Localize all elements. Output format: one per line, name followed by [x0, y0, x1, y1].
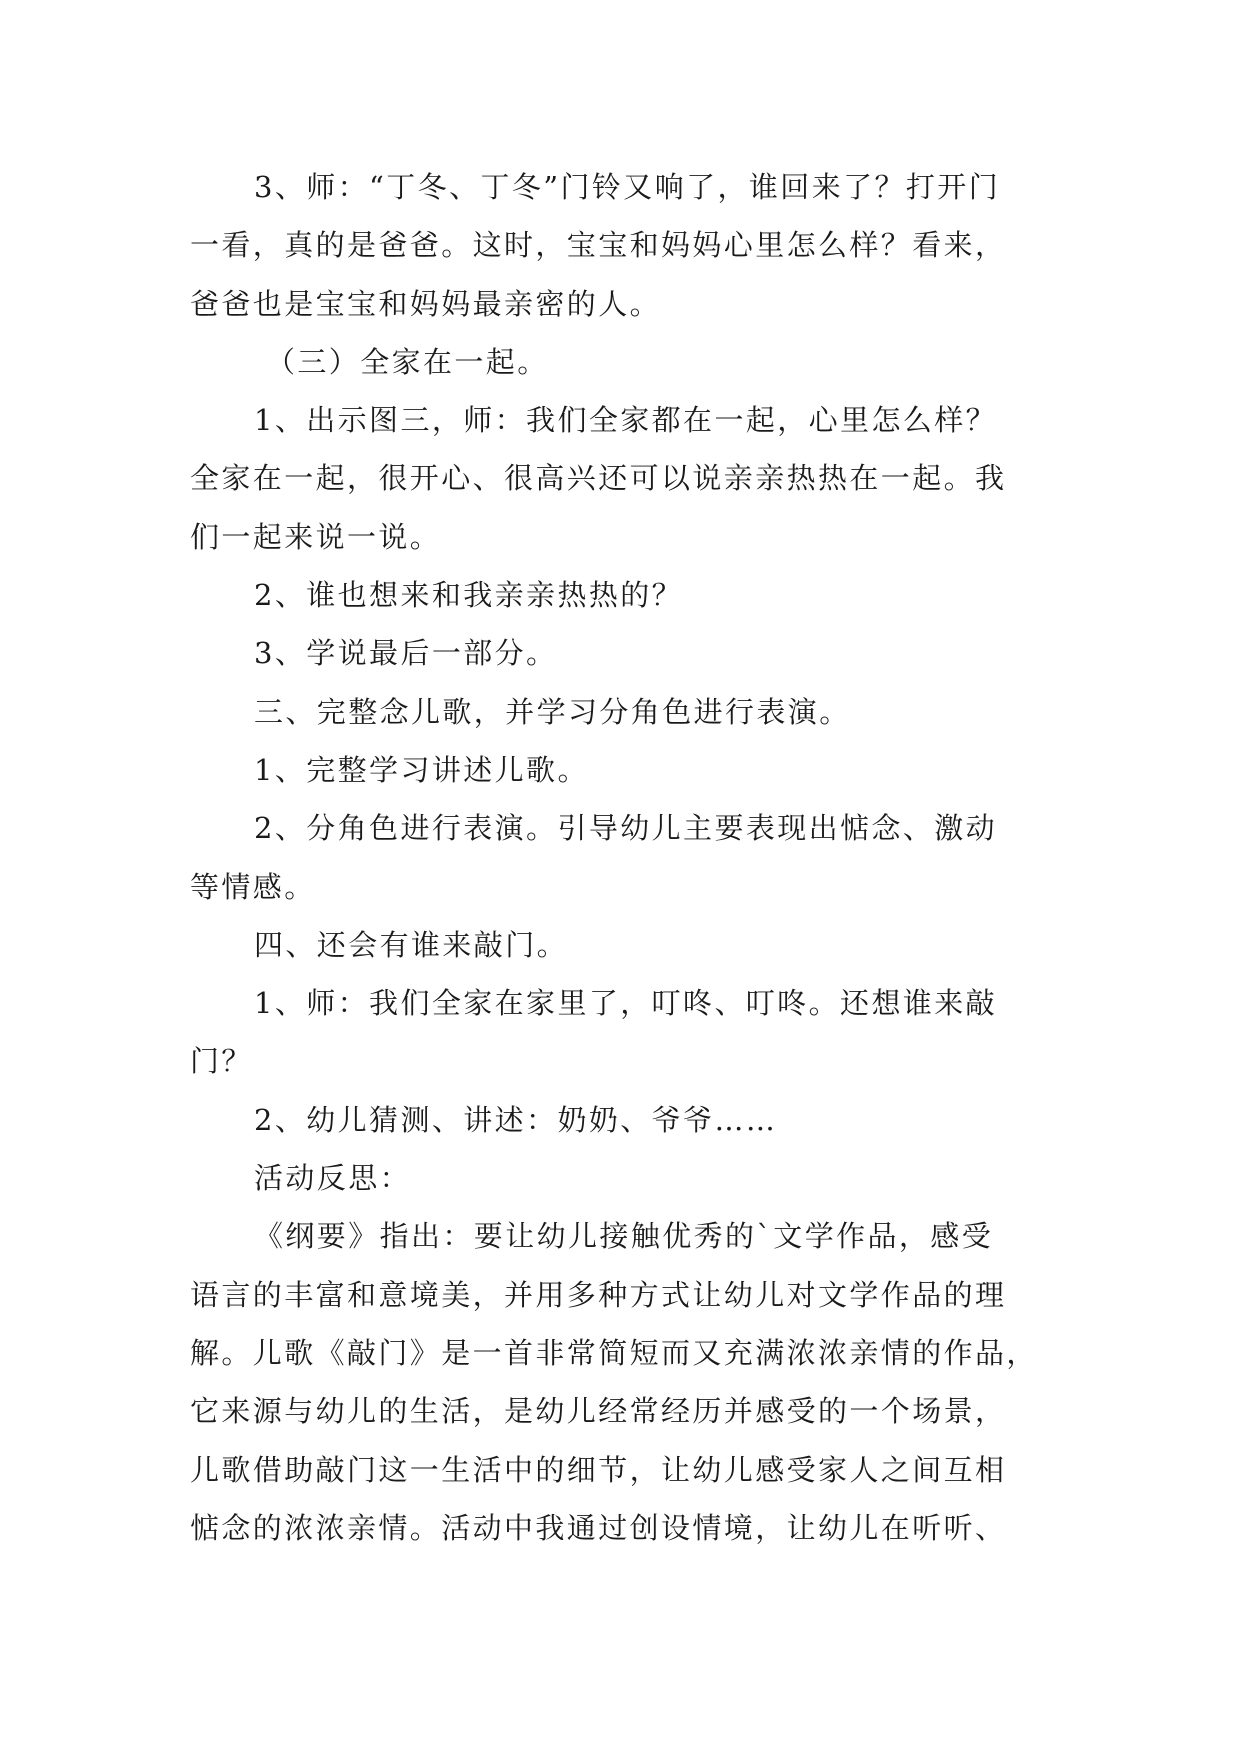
- text-line: 1、完整学习讲述儿歌。: [254, 752, 589, 787]
- paragraph-learn-last-part: [190, 624, 1070, 682]
- section-heading-family-together: [190, 333, 1070, 391]
- text-line: 1、师：我们全家在家里了，叮咚、叮咚。还想谁来敲: [254, 986, 998, 1021]
- text-line: 它来源与幼儿的生活，是幼儿经常经历并感受的一个场景，: [190, 1394, 1007, 1429]
- text-line: 们一起来说一说。: [190, 519, 442, 554]
- text-line: 2、分角色进行表演。引导幼儿主要表现出惦念、激动: [254, 811, 998, 846]
- text-line: 2、幼儿猜测、讲述：奶奶、爷爷……: [254, 1102, 778, 1137]
- paragraph-dad-returns: [190, 158, 1070, 333]
- text-line: 四、还会有谁来敲门。: [254, 927, 569, 962]
- paragraph-show-picture-three: [190, 391, 1070, 566]
- text-line: 解。儿歌《敲门》是一首非常简短而又充满浓浓亲情的作品，: [190, 1335, 1038, 1370]
- paragraph-who-wants-hug: [190, 566, 1070, 624]
- text-line: 3、师：“丁冬、丁冬”门铃又响了，谁回来了？打开门: [254, 170, 1001, 204]
- text-line: （三）全家在一起。: [266, 344, 549, 379]
- text-line: 1、出示图三，师：我们全家都在一起，心里怎么样？: [254, 403, 998, 438]
- text-line: 语言的丰富和意境美，并用多种方式让幼儿对文学作品的理: [190, 1277, 1007, 1312]
- text-line: 2、谁也想来和我亲亲热热的？: [254, 578, 684, 613]
- text-line: 门？: [190, 1044, 253, 1079]
- text-line: 爸爸也是宝宝和妈妈最亲密的人。: [190, 286, 662, 321]
- document-body: [190, 158, 1070, 1557]
- paragraph-reflection-body: [190, 1207, 1070, 1557]
- text-line: 全家在一起，很开心、很高兴还可以说亲亲热热在一起。我: [190, 461, 1007, 496]
- text-line: 惦念的浓浓亲情。活动中我通过创设情境，让幼儿在听听、: [190, 1510, 1007, 1545]
- paragraph-complete-recital: [190, 741, 1070, 799]
- text-line: 儿歌借助敲门这一生活中的细节，让幼儿感受家人之间互相: [190, 1452, 1007, 1487]
- text-line: 三、完整念儿歌，并学习分角色进行表演。: [254, 694, 851, 729]
- paragraph-children-guess: [190, 1091, 1070, 1149]
- text-line: 《纲要》指出：要让幼儿接触优秀的`文学作品，感受: [254, 1219, 994, 1254]
- paragraph-ding-dong: [190, 974, 1070, 1091]
- paragraph-role-play: [190, 799, 1070, 916]
- text-line: 3、学说最后一部分。: [254, 636, 558, 671]
- text-line: 等情感。: [190, 869, 316, 904]
- text-line: 活动反思：: [254, 1161, 412, 1196]
- section-heading-reflection: [190, 1149, 1070, 1207]
- section-heading-who-else-knocks: [190, 916, 1070, 974]
- text-line: 一看，真的是爸爸。这时，宝宝和妈妈心里怎么样？看来，: [190, 228, 1007, 263]
- section-heading-recite-and-perform: [190, 683, 1070, 741]
